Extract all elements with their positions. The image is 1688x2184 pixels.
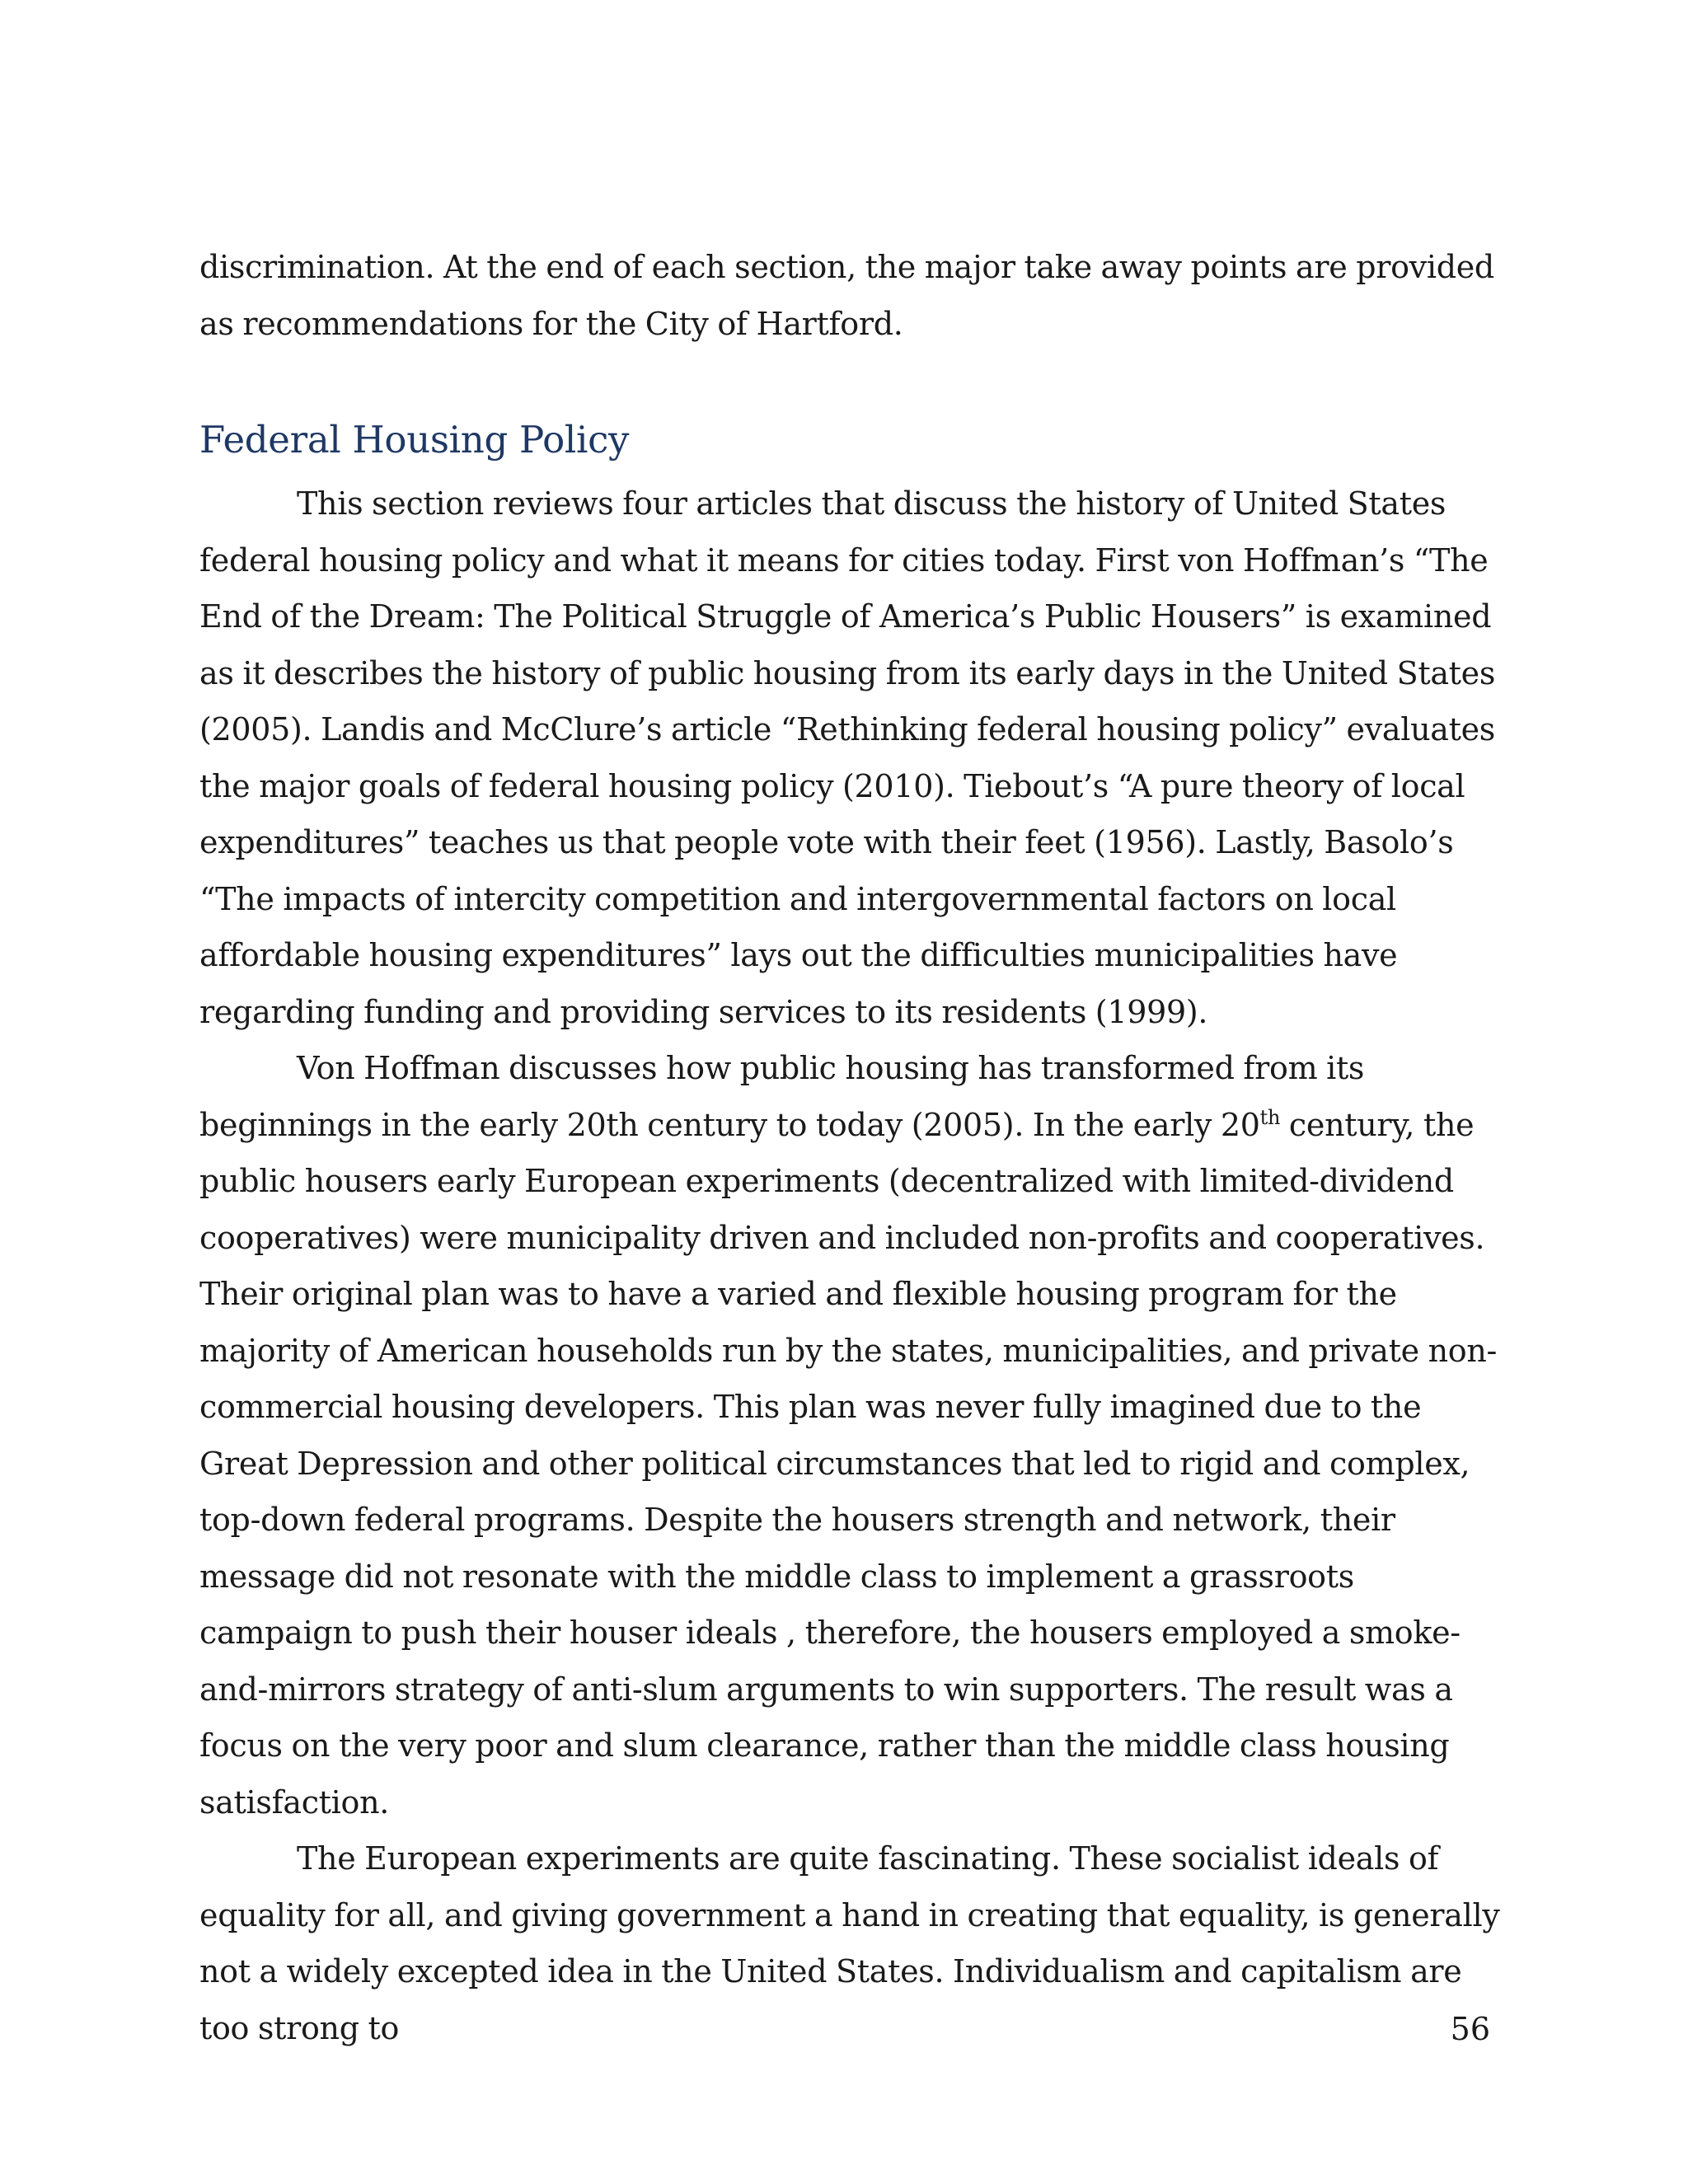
section-heading: Federal Housing Policy	[199, 418, 630, 462]
superscript-ordinal: th	[1259, 1105, 1281, 1129]
intro-paragraph-block	[199, 239, 1502, 352]
body-paragraph-3: The European experiments are quite fascinating. These socialist ideals of equality for all, and giving government a hand in creating that equality, is generally not a widely excepted idea in the United States. Individualism and capitalism are too strong to	[199, 1840, 1500, 2046]
body-paragraph-1: This section reviews four articles that discuss the history of United States federal housing policy and what it means for cities today. First von Hoffman’s “The End of the Dream: The Political Struggle of America’s Public Housers” is examined as it describes the history of public housing from its early days in the United States (2005). Landis and McClure’s article “Rethinking federal housing policy” evaluates the major goals of federal housing policy (2010). Tiebout’s “A pure theory of local expenditures” teaches us that people vote with their feet (1956). Lastly, Basolo’s “The impacts of intercity competition and intergovernmental factors on local affordable housing expenditures” lays out the difficulties municipalities have regarding funding and providing services to its residents (1999).	[199, 485, 1496, 1030]
paragraph-2-text-after-superscript: century, the public housers early European experiments (decentralized with limited-dividend cooperatives) were municipality driven and included non-profits and cooperatives. Their original plan was to have a varied and flexible housing program for the majority of American households run by the states, municipalities, and private non-commercial housing developers. This plan was never fully imagined due to the Great Depression and other political circumstances that led to rigid and complex, top-down federal programs. Despite the housers strength and network, their message did not resonate with the middle class to implement a grassroots campaign to push their houser ideals , therefore, the housers employed a smoke-and-mirrors strategy of anti-slum arguments to win supporters. The result was a focus on the very poor and slum clearance, rather than the middle class housing satisfaction.	[199, 1106, 1498, 1821]
intro-paragraph: discrimination. At the end of each section, the major take away points are provided as recommendations for the City of Hartford.	[199, 249, 1494, 342]
page-number: 56	[1450, 2011, 1490, 2047]
paragraph-2-text-before-superscript: Von Hoffman discusses how public housing has transformed from its beginnings in the early 20th century to today (2005). In the early 20	[199, 1050, 1365, 1143]
body-paragraph-2	[199, 1040, 1502, 1830]
section-body	[199, 476, 1502, 2056]
